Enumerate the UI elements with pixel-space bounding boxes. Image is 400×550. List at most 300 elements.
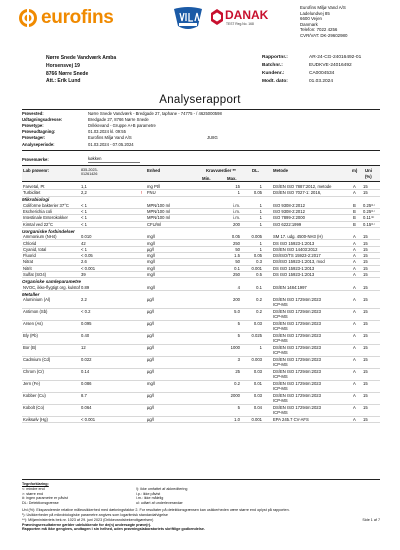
method-cell: ISO 7899-2:2000 (273, 215, 305, 221)
parameter-cell: Bly (Pb) (23, 333, 38, 338)
method-cell: ISO 6222:1999 (273, 221, 302, 227)
flag-cell: ! (141, 190, 143, 196)
parameter-cell: Antimon (Sb) (23, 309, 48, 314)
unit-cell: µg/l (147, 297, 154, 302)
method-code-cell: A (353, 357, 356, 362)
legend-item: >: større end (22, 491, 44, 496)
max-limit-cell: 1.5 (234, 253, 240, 259)
method-cell: DS/EN ISO 7027-1: 2016, (273, 190, 322, 196)
customer-address-line: Nørre Snede Vandværk Amba (46, 55, 117, 61)
result-cell: < 1 (81, 215, 87, 221)
method-cell: DS/EN ISO 17294m:2023 (273, 405, 321, 410)
header-lab-sample: Lab prøvenr: (23, 168, 50, 173)
section-title: Metaller (22, 291, 40, 297)
danak-logo-text: DANAK (225, 8, 269, 22)
detection-limit-cell: 0.05 (253, 253, 262, 259)
method-technique-cell: ICP-MS (273, 314, 288, 320)
info-label: Udtagningsadresse: (22, 116, 63, 122)
sample-mark-label: Prøvemærke: (22, 156, 49, 162)
detection-limit-cell: 0.2 (256, 297, 262, 302)
meta-row (262, 70, 361, 78)
report-title: Analyserapport (159, 94, 241, 106)
unit-cell: mg/l (147, 234, 155, 240)
parameter-cell: Kviksølv (Hg) (23, 417, 48, 422)
legend-item: ul: udført af underleverandør (136, 501, 183, 506)
detection-limit-cell: 0.03 (253, 321, 262, 326)
uncertainty-cell: 15 (363, 246, 368, 252)
parameter-cell: Nitrat (23, 259, 34, 265)
lab-address-line: 6600 Vejen (300, 16, 322, 21)
method-cell: DS/ISO/TS 15923-2:2017 (273, 253, 321, 259)
meta-row (262, 62, 361, 70)
method-cell: DS/EN ISO 7887:2012, metode (273, 184, 332, 190)
max-limit-cell: 250 (233, 272, 240, 278)
info-value: Eurofins Miljø Vand A/S (88, 135, 132, 141)
parameter-cell: Kobber (Cu) (23, 393, 46, 398)
max-limit-cell: 3 (237, 357, 240, 362)
unit-cell: MPN/100 ml (147, 202, 171, 208)
method-cell: DS/EN ISO 17294m:2023 (273, 393, 321, 398)
max-limit-cell: i.m. (233, 215, 240, 221)
uncertainty-cell: 15 (363, 272, 368, 278)
method-code-cell: A (353, 381, 356, 386)
footnote: **): Miljøministeriets bek.nr. 1023 af 29. juni 2023 (Drikkevandsbekendtgørelsen) (22, 517, 154, 522)
max-limit-cell: 25 (235, 369, 240, 374)
parameter-cell: Arsen (As) (23, 321, 43, 326)
uncertainty-cell: 15 (363, 297, 368, 302)
uncertainty-cell: 15 (363, 381, 368, 386)
unit-cell: µg/l (147, 345, 154, 350)
parameter-cell: Kimtal ved 22°C (23, 221, 54, 227)
method-code-cell: A (353, 297, 356, 302)
detection-limit-cell: 0.2 (256, 309, 262, 314)
uncertainty-cell: 15 (363, 345, 368, 350)
unit-cell: µg/l (147, 405, 154, 410)
uncertainty-cell: 0.25⁽¹⁾ (363, 202, 375, 208)
section-title: Organiske samleparametre (22, 279, 81, 285)
uncertainty-cell: 15 (363, 284, 368, 290)
detection-limit-cell: 1 (259, 221, 262, 227)
unit-cell: mg/l (147, 240, 155, 246)
parameter-cell: Farvetal, Pt (23, 184, 45, 190)
unit-cell: mg/l (147, 284, 155, 290)
parameter-cell: Fluorid (23, 253, 36, 259)
method-cell: EPA 245.7 CV-AFS (273, 417, 309, 422)
parameter-cell: Chrom (Cr) (23, 369, 44, 374)
info-label: Prøveudtagning: (22, 129, 56, 135)
legend (22, 487, 380, 506)
method-code-cell: A (353, 272, 356, 278)
method-cell: ISO 9308-2:2012 (273, 209, 305, 215)
parameter-cell: Aluminium (Al) (23, 297, 51, 302)
unit-cell: mg/l (147, 265, 155, 271)
parameter-cell: NVOC, ikke-flygtigt org. kulstof (23, 284, 81, 290)
info-label: Prøvetype: (22, 123, 44, 129)
table-row (22, 357, 380, 369)
method-code-cell: A (353, 253, 356, 259)
report-meta (262, 54, 361, 87)
result-cell: < 1 (81, 202, 87, 208)
validity-note: Prøvningsresultaterne gælder udelukkende for de(n) undersøgte prøve(r). (22, 522, 152, 527)
method-technique-cell: ICP-MS (273, 398, 288, 404)
unit-cell: µg/l (147, 393, 154, 398)
header-limits: Kravværdier ** (206, 168, 236, 173)
results-table-header (22, 165, 380, 182)
uncertainty-cell: 15 (363, 259, 368, 265)
ilac-mra-icon (170, 6, 206, 34)
info-row (22, 142, 380, 148)
legend-item: i.m.: ikke målelig (136, 496, 164, 501)
method-code-cell: B (353, 202, 356, 208)
lab-address-line: Telefon: 7022 4256 (300, 27, 338, 32)
result-cell: 0.095 (81, 321, 92, 326)
customer-address-line: Att.: Erik Lund (46, 78, 81, 85)
method-cell: SM 17. udg. 4500-NH3 (H) (273, 234, 323, 240)
unit-cell: µg/l (147, 417, 154, 422)
method-cell: ISO 9308-2:2012 (273, 202, 305, 208)
max-limit-cell: 1 (237, 190, 240, 196)
lab-address-line: Ladelundvej 85 (300, 10, 330, 16)
method-cell: DS/EN ISO 17294m:2023 (273, 381, 321, 386)
method-code-cell: A (353, 321, 356, 326)
table-row (22, 321, 380, 333)
table-row (22, 345, 380, 357)
method-cell: DS/EN 1484:1997 (273, 284, 307, 290)
method-code-cell: B (353, 209, 356, 215)
max-limit-cell: 5.0 (234, 309, 240, 314)
max-limit-cell: 200 (233, 221, 240, 227)
detection-limit-cell: 0.03 (253, 393, 262, 398)
method-code-cell: A (353, 333, 356, 338)
max-limit-cell: 50 (235, 259, 240, 265)
method-code-cell: A (353, 184, 356, 190)
method-code-cell: A (353, 246, 356, 252)
footnote: Uni (%): Ekspanderede relative måleusikkerhed med dækningsfaktor 2. For resultater på detektionsgrænsen kan usikkerheden være større end oplyst på rapporten. (22, 508, 290, 513)
result-cell: 0.010 (81, 234, 92, 240)
max-limit-cell: 5 (237, 405, 240, 410)
unit-cell: µg/l (147, 333, 154, 338)
customer-address-line: Horsensvej 19 (46, 62, 80, 69)
meta-value: EUDKVE-24016492 (309, 63, 352, 69)
table-row (22, 369, 380, 381)
header-uncertainty: Uni (365, 168, 372, 173)
header-method-code: m) (352, 168, 358, 173)
legend-item: #: ingen parametre er påvist (22, 496, 68, 501)
method-cell: DS/EN ISO 17294m:2023 (273, 345, 321, 350)
legend-title: Tegnforklaring: (22, 482, 49, 486)
detection-limit-cell: 0.025 (251, 333, 262, 338)
detection-limit-cell: 1 (259, 246, 262, 252)
eurofins-logo (18, 7, 114, 29)
detection-limit-cell: 1 (259, 215, 262, 221)
method-cell: DS/EN ISO 17294m:2023 (273, 297, 321, 302)
divider (22, 150, 380, 151)
method-code-cell: A (353, 240, 356, 246)
result-cell: 12 (81, 345, 86, 350)
result-cell: < 0.001 (81, 417, 96, 422)
max-limit-cell: 2000 (230, 393, 240, 398)
max-limit-cell: 250 (233, 240, 240, 246)
result-cell: < 1 (81, 246, 87, 252)
max-limit-cell: i.m. (233, 202, 240, 208)
method-code-cell: B (353, 215, 356, 221)
detection-limit-cell: 0.005 (251, 234, 262, 240)
info-row (22, 117, 380, 123)
method-code-cell: A (353, 369, 356, 374)
parameter-cell: Escherichia coli (23, 209, 53, 215)
method-cell: DS ISO 15923-1:2013 (273, 240, 315, 246)
customer-address-line: 8766 Nørre Snede (46, 70, 89, 77)
method-cell: DS/EN ISO 17294m:2023 (273, 309, 321, 314)
result-cell: 0.40 (81, 333, 90, 338)
result-cell: 0.89 (81, 284, 90, 290)
header-max: Max. (227, 176, 237, 181)
table-row (22, 393, 380, 405)
footnote: ¹): Usikkerheder på mikrobiologiske parametre angives som logaritmisk standardafvigelse (22, 512, 168, 517)
result-cell: 1,1 (81, 184, 87, 190)
meta-label: Rapportnr.: (262, 55, 288, 60)
method-technique-cell: ICP-MS (273, 362, 288, 368)
unit-cell: mg Pt/l (147, 184, 161, 190)
uncertainty-cell: 15 (363, 357, 368, 362)
method-technique-cell: ICP-MS (273, 374, 288, 380)
uncertainty-cell: 0.25⁽¹⁾ (363, 209, 375, 215)
lab-address-line: Eurofins Miljø Vand A/S (300, 5, 346, 10)
header-uncertainty-unit: (%) (365, 174, 372, 179)
detection-limit-cell: 0.1 (256, 284, 262, 290)
unit-cell: MPN/100 ml (147, 209, 171, 215)
meta-label: Batchnr.: (262, 63, 283, 69)
method-cell: DS/EN ISO 17294m:2023 (273, 369, 321, 374)
detection-limit-cell: 0.5 (256, 272, 262, 278)
unit-cell: mg/l (147, 381, 155, 386)
max-limit-cell: 15 (235, 184, 240, 190)
result-cell: < 0.001 (81, 265, 96, 271)
uncertainty-cell: 0.11⁽¹⁾ (363, 215, 375, 221)
sample-info (22, 111, 380, 148)
unit-cell: mg/l (147, 253, 155, 259)
unit-cell: mg/l (147, 259, 155, 265)
parameter-cell: Sulfat (SO4) (23, 272, 47, 278)
meta-value: CA0004534 (309, 71, 335, 77)
method-code-cell: A (353, 393, 356, 398)
header-sample-id: 835-2023- 01261426 (81, 168, 98, 177)
detection-limit-cell: 1 (259, 209, 262, 215)
method-cell: DS ISO 15923-1:2013 (273, 265, 315, 271)
method-code-cell: A (353, 405, 356, 410)
max-limit-cell: 5 (237, 321, 240, 326)
info-value: Bredgade 27, 8766 Nørre Snede (88, 116, 149, 122)
results-table-body (22, 184, 380, 423)
unit-cell: mg/l (147, 272, 155, 278)
uncertainty-cell: 15 (363, 234, 368, 240)
method-cell: DS/EN ISO 14403:2012 (273, 246, 318, 252)
method-cell: DS/EN ISO 17294m:2023 (273, 333, 321, 338)
uncertainty-cell: 15 (363, 333, 368, 338)
divider (22, 109, 380, 110)
method-technique-cell: ICP-MS (273, 302, 288, 308)
detection-limit-cell: 0.001 (251, 417, 262, 422)
result-cell: 2.2 (81, 297, 87, 302)
method-technique-cell: ICP-MS (273, 338, 288, 344)
max-limit-cell: 1.0 (234, 417, 240, 422)
max-limit-cell: 200 (233, 297, 240, 302)
header-method: Metode (273, 168, 289, 173)
max-limit-cell: 1000 (230, 345, 240, 350)
result-cell: < 0.2 (81, 309, 91, 314)
info-value: 01.03.2024 kl. 09:55 (88, 129, 126, 135)
meta-value: AR-24-CG-24016492-01 (309, 55, 362, 60)
detection-limit-cell: 0.3 (256, 259, 262, 265)
max-limit-cell: 0.1 (234, 265, 240, 271)
parameter-cell: Ammonium (NH4) (23, 234, 57, 240)
method-code-cell: A (353, 265, 356, 271)
result-cell: 2.6 (81, 259, 87, 265)
reproduction-note: Rapporten må ikke gengives, undtagen i sin helhed, uden prøvningslaboratoriets skriftlige godkendelse. (22, 527, 205, 532)
method-cell: DS ISO 15923-1:2013 (273, 272, 315, 278)
detection-limit-cell: 0.003 (251, 357, 262, 362)
table-row (22, 381, 380, 393)
result-cell: 2,2 (81, 190, 87, 196)
method-code-cell: A (353, 309, 356, 314)
detection-limit-cell: 1 (259, 240, 262, 246)
uncertainty-cell: 15 (363, 253, 368, 259)
footnote-row (22, 518, 380, 523)
sample-mark (22, 157, 380, 163)
method-technique-cell: ICP-MS (273, 326, 288, 332)
result-cell: 39 (81, 272, 86, 278)
method-code-cell: A (353, 234, 356, 240)
table-row (22, 405, 380, 417)
parameter-cell: Chlorid (23, 240, 37, 246)
sampler-code: JU8G (207, 135, 218, 141)
header-min: Min. (202, 176, 211, 181)
method-cell: DS/ISO 15923-1:2013, mod (273, 259, 325, 265)
method-code-cell: B (353, 221, 356, 227)
max-limit-cell: 4 (237, 284, 240, 290)
legend-item: !): ikke omfattet af akkreditering (136, 486, 188, 491)
unit-cell: µg/l (147, 357, 154, 362)
section-title: Mikrobiologi (22, 197, 50, 203)
table-row (22, 417, 380, 423)
parameter-cell: Cyanid, total (23, 246, 47, 252)
detection-limit-cell: 0.04 (253, 405, 262, 410)
method-code-cell: A (353, 417, 356, 422)
uncertainty-cell: 15 (363, 369, 368, 374)
table-row (22, 297, 380, 309)
method-technique-cell: ICP-MS (273, 386, 288, 392)
unit-cell: µg/l (147, 309, 154, 314)
danak-reg-text: TEST Reg.No. 168 (226, 22, 254, 26)
divider (22, 479, 380, 480)
result-cell: 0.086 (81, 381, 92, 386)
max-limit-cell: i.m. (233, 209, 240, 215)
uncertainty-cell: 15 (363, 190, 368, 196)
report-footer (22, 482, 380, 532)
uncertainty-cell: 15 (363, 393, 368, 398)
legend-item: DL: Detektionsgrænse (22, 501, 59, 506)
method-code-cell: A (353, 284, 356, 290)
meta-label: Modt. dato: (262, 79, 288, 85)
result-cell: 0.14 (81, 369, 90, 374)
info-label: Analyseperiode: (22, 141, 55, 147)
uncertainty-cell: 15 (363, 265, 368, 271)
eurofins-logo-icon (18, 8, 38, 28)
meta-value: 01.03.2024 (309, 79, 334, 85)
detection-limit-cell: 0.01 (253, 381, 262, 386)
header-dl: DL. (252, 168, 259, 173)
result-cell: 0.064 (81, 405, 92, 410)
lab-address-line: Danmark (300, 21, 318, 27)
unit-cell: MPN/100 ml (147, 215, 171, 221)
uncertainty-cell: 15 (363, 405, 368, 410)
legend-item: i.p.: ikke påvist (136, 491, 161, 496)
uncertainty-cell: 15 (363, 417, 368, 422)
result-cell: 8.7 (81, 393, 87, 398)
unit-cell: µg/l (147, 321, 154, 326)
unit-cell: FNU (147, 190, 156, 196)
info-value: Drikkevand - Gruppe A+B parametre (88, 123, 156, 129)
info-label: Prøvetager: (22, 135, 46, 141)
uncertainty-cell: 0.15⁽¹⁾ (363, 221, 375, 227)
customer-address (46, 55, 116, 86)
max-limit-cell: 5 (237, 333, 240, 338)
sample-mark-value: køkken (88, 157, 140, 163)
method-technique-cell: ICP-MS (273, 350, 288, 356)
detection-limit-cell: 0.001 (251, 265, 262, 271)
info-label: Prøvested: (22, 110, 44, 116)
uncertainty-cell: 15 (363, 321, 368, 326)
detection-limit-cell: 1 (259, 184, 262, 190)
report-header (0, 0, 400, 40)
parameter-cell: Jern (Fe) (23, 381, 40, 386)
unit-cell: µg/l (147, 246, 154, 252)
info-row (22, 123, 380, 129)
method-code-cell: A (353, 259, 356, 265)
unit-cell: µg/l (147, 369, 154, 374)
uncertainty-cell: 15 (363, 309, 368, 314)
max-limit-cell: 50 (235, 246, 240, 252)
result-cell: < 1 (81, 209, 87, 215)
max-limit-cell: 0.05 (231, 234, 240, 240)
table-row (22, 333, 380, 345)
unit-cell: CFU/ml (147, 221, 162, 227)
info-row (22, 136, 380, 142)
meta-label: Kundenr.: (262, 71, 285, 77)
section-title: Uorganiske forbindelser (22, 228, 75, 234)
table-row (22, 309, 380, 321)
parameter-cell: Intestinale Enterokokker (23, 215, 68, 221)
legend-item: <: mindre end (22, 486, 45, 491)
lab-address (300, 5, 347, 38)
meta-row (262, 54, 361, 62)
max-limit-cell: 0.2 (234, 381, 240, 386)
method-code-cell: A (353, 345, 356, 350)
parameter-cell: Kobolt (Co) (23, 405, 45, 410)
method-cell: DS/EN ISO 17294m:2023 (273, 357, 321, 362)
page-number: Side 1 af 7 (362, 517, 380, 522)
result-cell: < 1 (81, 221, 87, 227)
parameter-cell: Turbiditet (23, 190, 41, 196)
method-code-cell: A (353, 190, 356, 196)
result-cell: 42 (81, 240, 86, 246)
parameter-cell: Coliforme bakterier 37°C (23, 202, 69, 208)
parameter-cell: Bor (B) (23, 345, 37, 350)
result-cell: < 0.05 (81, 253, 93, 259)
detection-limit-cell: 1 (259, 202, 262, 208)
eurofins-logo-text: eurofins (41, 7, 114, 28)
result-cell: 0.022 (81, 357, 92, 362)
